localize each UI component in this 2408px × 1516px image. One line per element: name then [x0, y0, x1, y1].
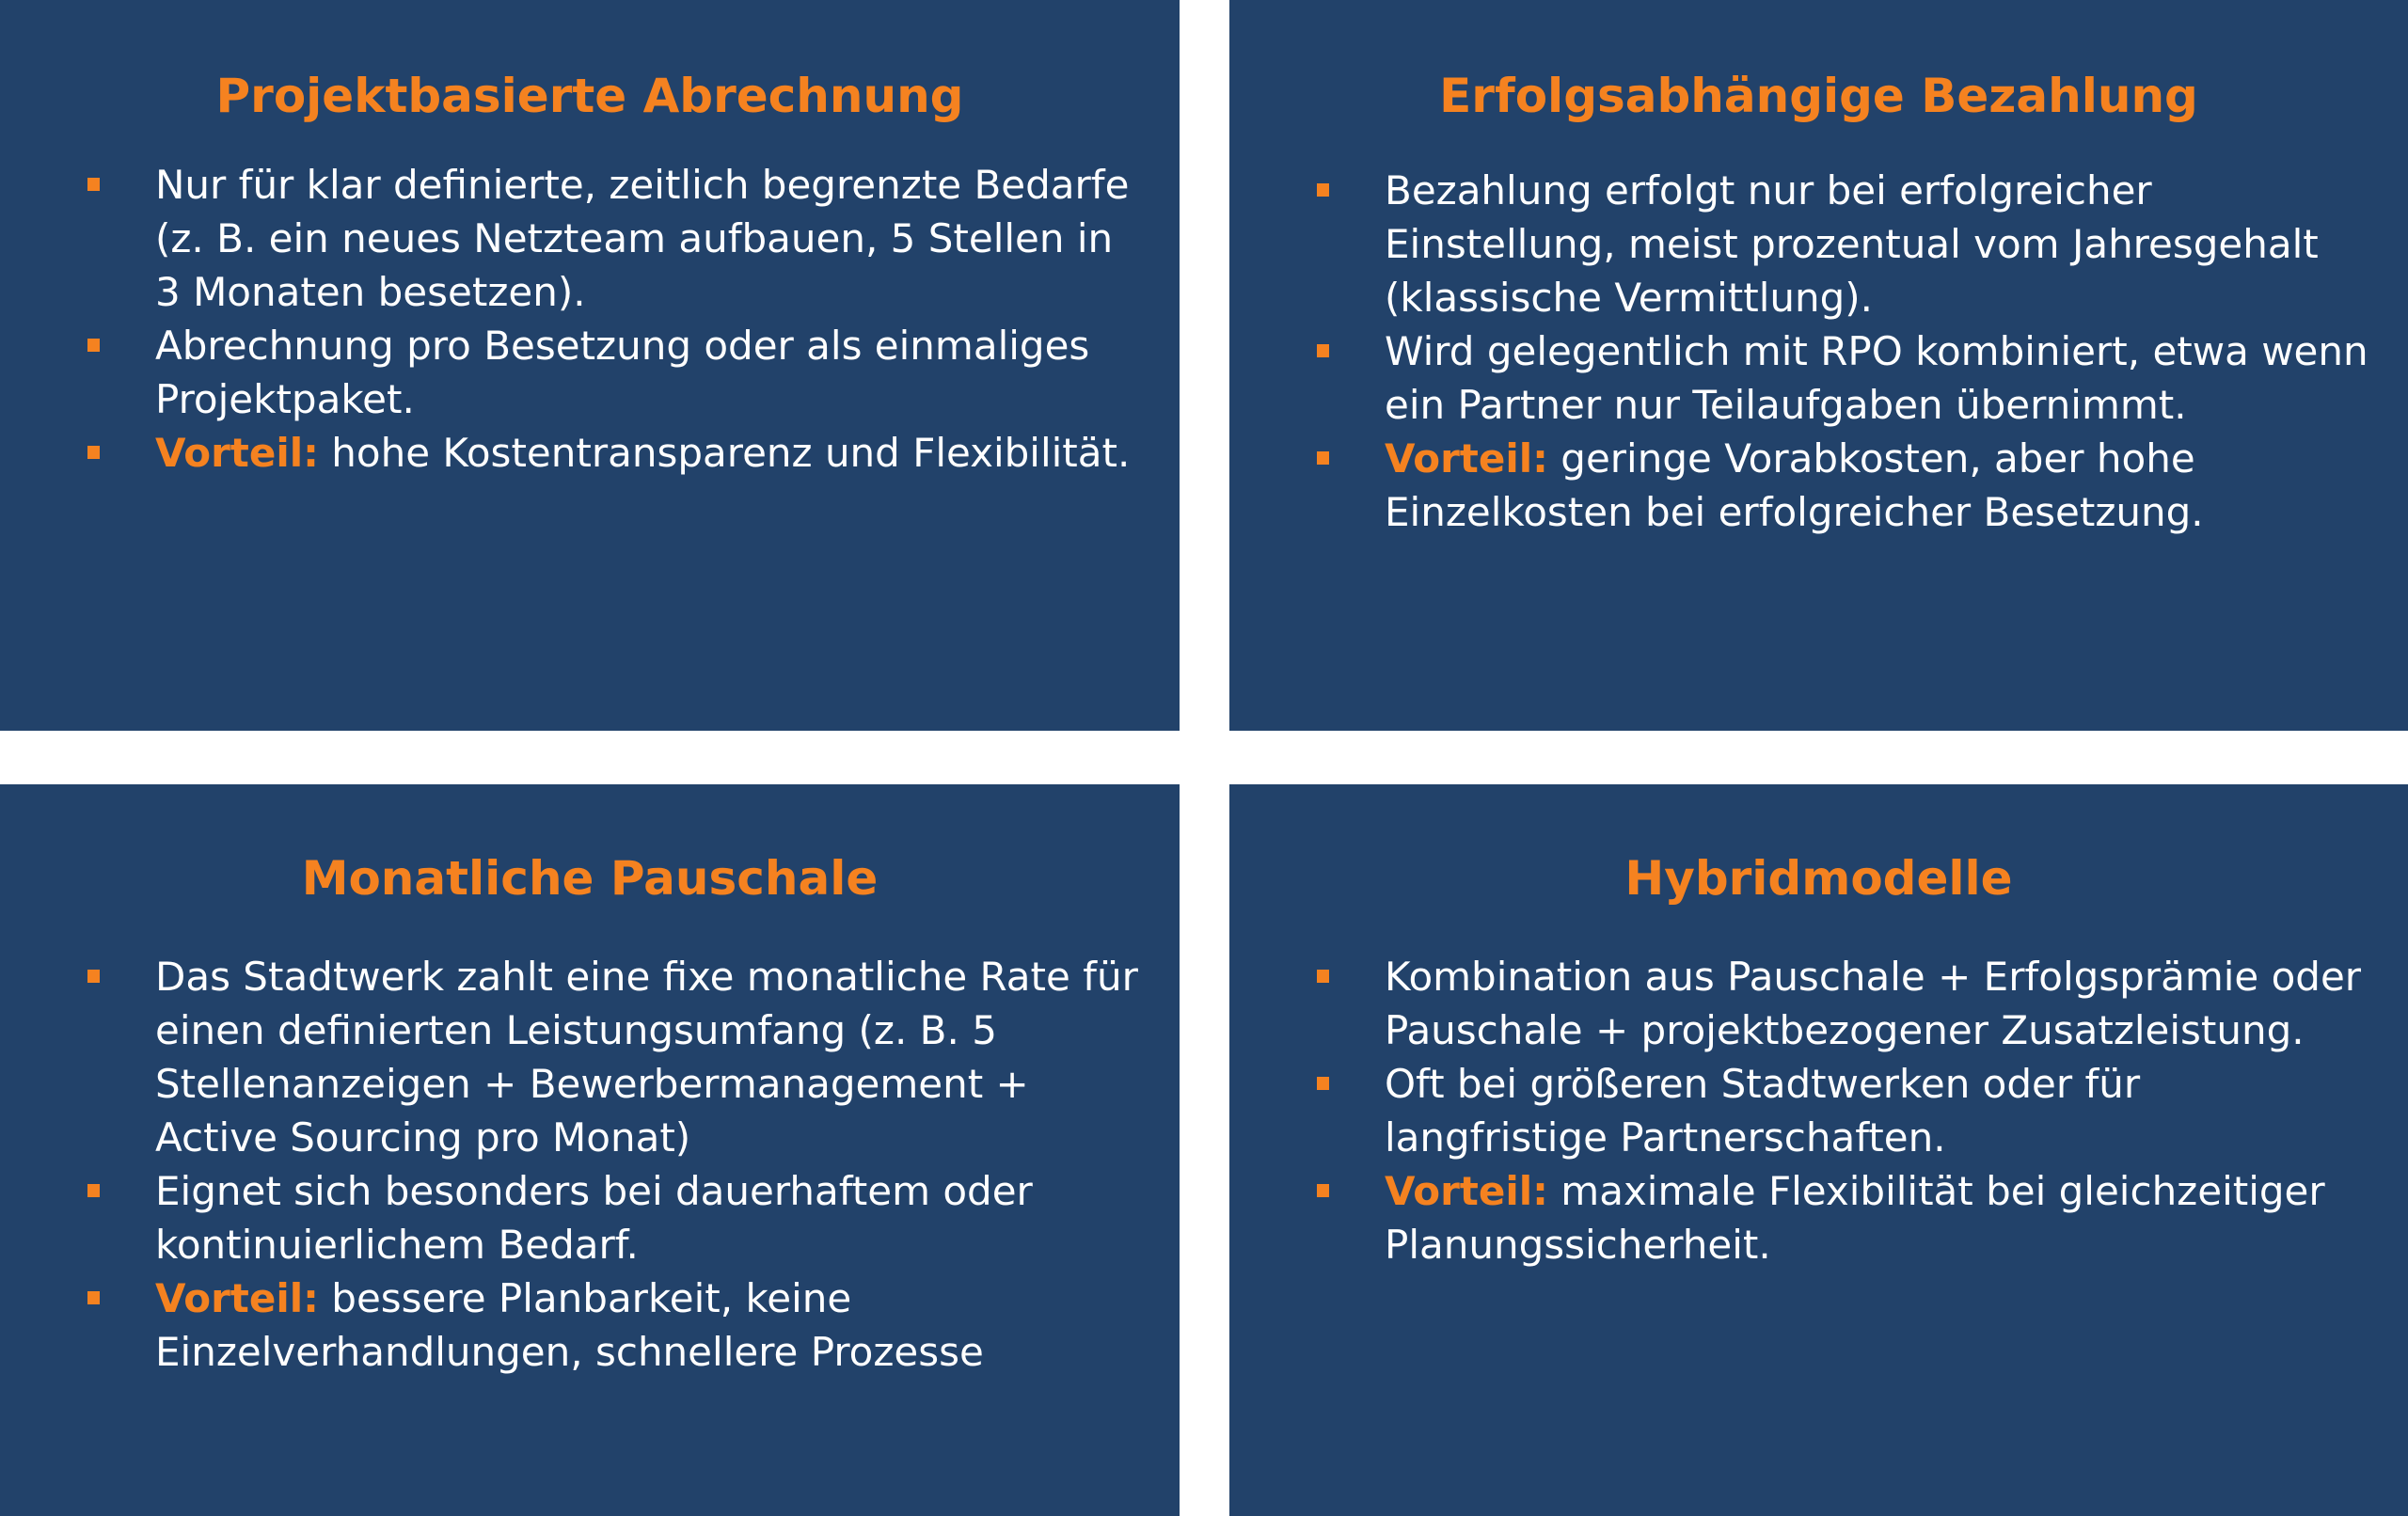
list-item: [1385, 950, 2363, 1057]
panel-project-billing: [0, 0, 1180, 731]
bullet-text: Eignet sich besonders bei dauerhaftem oder kontinuierlichem Bedarf.: [155, 1168, 1033, 1268]
bullet-text: Bezahlung erfolgt nur bei erfolgreicher Einstellung, meist prozentual vom Jahresgehalt (klassische Vermittlung).: [1385, 167, 2319, 321]
bullet-text: bessere Planbarkeit, keine Einzelverhandlungen, schnellere Prozesse: [155, 1275, 984, 1375]
bullet-text: Das Stadtwerk zahlt eine fixe monatliche Rate für einen definierten Leistungsumfang (z. B. 5 Stellenanzeigen + Bewerbermanagement + Active Sourcing pro Monat): [155, 954, 1138, 1161]
list-item: [155, 950, 1152, 1164]
bullet-text: Oft bei größeren Stadtwerken oder für langfristige Partnerschaften.: [1385, 1061, 2141, 1161]
panel-hybrid-models: [1229, 784, 2408, 1516]
list-item: [1385, 1164, 2363, 1271]
panel-title: Erfolgsabhängige Bezahlung: [1439, 69, 2198, 123]
square-bullet-icon: [1317, 451, 1329, 465]
square-bullet-icon: [87, 339, 100, 352]
panel-title: Hybridmodelle: [1624, 851, 2013, 906]
square-bullet-icon: [1317, 1077, 1329, 1090]
panel-title: Monatliche Pauschale: [301, 851, 879, 906]
list-item: [155, 158, 1133, 319]
square-bullet-icon: [87, 1184, 100, 1197]
panel-title: Projektbasierte Abrechnung: [215, 69, 964, 123]
square-bullet-icon: [1317, 1184, 1329, 1197]
bullet-list: [1385, 164, 2382, 539]
square-bullet-icon: [1317, 344, 1329, 357]
list-item: [1385, 164, 2382, 324]
bullet-text: Kombination aus Pauschale + Erfolgsprämie oder Pauschale + projektbezogener Zusatzleistung.: [1385, 954, 2362, 1053]
panel-success-based-payment: [1229, 0, 2408, 731]
list-item: [1385, 1057, 2363, 1164]
square-bullet-icon: [87, 178, 100, 191]
bullet-text: Abrechnung pro Besetzung oder als einmaliges Projektpaket.: [155, 323, 1090, 422]
bullet-lead: Vorteil:: [1385, 1168, 1548, 1214]
square-bullet-icon: [87, 446, 100, 459]
square-bullet-icon: [1317, 970, 1329, 983]
square-bullet-icon: [87, 970, 100, 983]
list-item: [1385, 432, 2382, 539]
list-item: [155, 1271, 1152, 1379]
list-item: [1385, 324, 2382, 432]
bullet-lead: Vorteil:: [155, 1275, 319, 1321]
bullet-lead: Vorteil:: [1385, 435, 1548, 482]
square-bullet-icon: [87, 1291, 100, 1304]
bullet-text: hohe Kostentransparenz und Flexibilität.: [318, 430, 1131, 476]
bullet-text: Wird gelegentlich mit RPO kombiniert, etwa wenn ein Partner nur Teilaufgaben übernimmt.: [1385, 328, 2368, 428]
bullet-text: geringe Vorabkosten, aber hohe Einzelkosten bei erfolgreicher Besetzung.: [1385, 435, 2204, 535]
bullet-lead: Vorteil:: [155, 430, 319, 476]
bullet-list: [1385, 950, 2363, 1271]
bullet-list: [155, 158, 1133, 480]
panel-monthly-flat-rate: [0, 784, 1180, 1516]
bullet-text: maximale Flexibilität bei gleichzeitiger Planungssicherheit.: [1385, 1168, 2325, 1268]
list-item: [155, 319, 1133, 426]
square-bullet-icon: [1317, 183, 1329, 197]
list-item: [155, 1164, 1152, 1271]
list-item: [155, 426, 1133, 480]
bullet-list: [155, 950, 1152, 1379]
bullet-text: Nur für klar definierte, zeitlich begrenzte Bedarfe (z. B. ein neues Netzteam aufbauen, 5 Stellen in 3 Monaten besetzen).: [155, 162, 1130, 315]
